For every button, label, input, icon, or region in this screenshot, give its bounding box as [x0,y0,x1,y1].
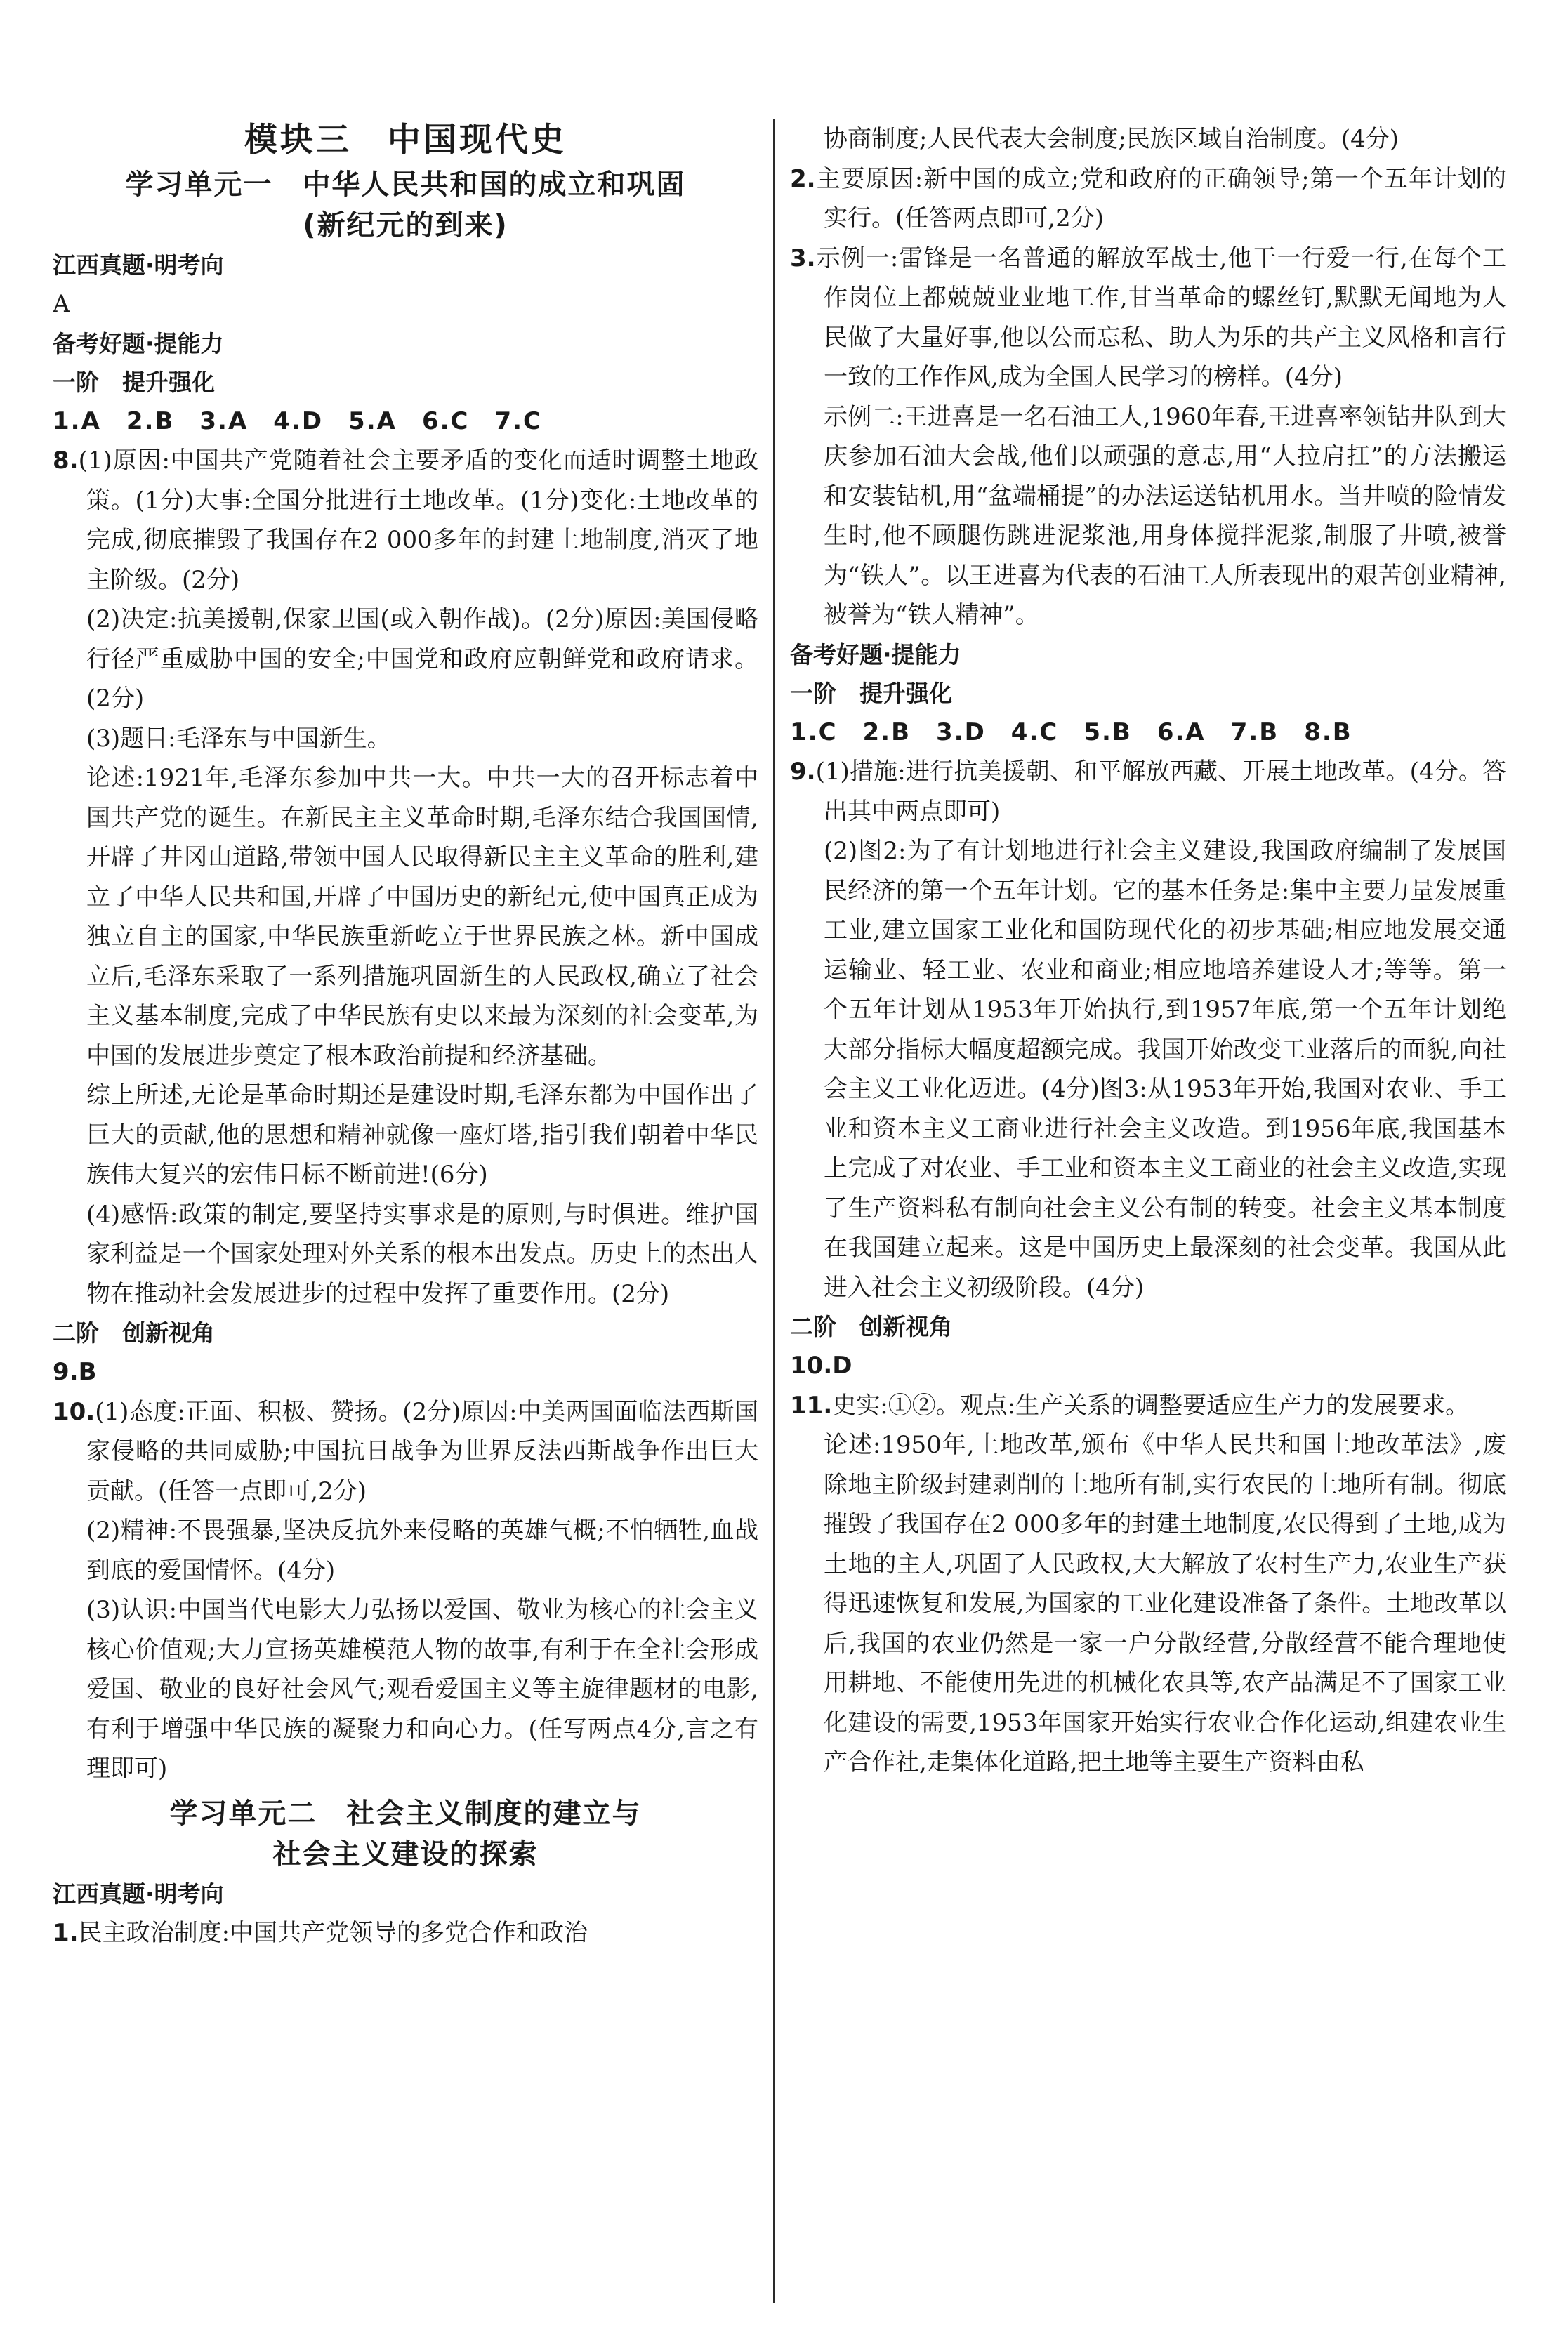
unit2-stage1-heading: 一阶 提升强化 [790,679,952,707]
unit2-question-9-part1: (1)措施:进行抗美援朝、和平解放西藏、开展土地改革。(4分。答出其中两点即可) [815,758,1506,826]
stage1-heading: 一阶 提升强化 [53,368,215,396]
unit2-question-3 [790,239,1506,397]
right-column [790,119,1506,2310]
unit2-subtitle: 社会主义建设的探索 [272,1837,539,1870]
question-10 [53,1392,758,1512]
unit2-section-jiangxi-heading: 江西真题·明考向 [53,1880,224,1908]
unit2-question-3-number: 3. [790,244,816,272]
column-divider [773,119,775,2303]
unit2-question-3-example2: 示例二:王进喜是一名石油工人,1960年春,王进喜率领钻井队到大庆参加石油大会战,他们以顽强的意志,用“人拉肩扛”的方法搬运和安装钻机,用“盆端桶提”的办法运送钻机用水。当井喷的险情发生时,他不顾腿伤跳进泥浆池,用身体搅拌泥浆,制服了井喷,被誉为“铁人”。以王进喜为代表的石油工人所表现出的艰苦创业精神,被誉为“铁人精神”。 [824,402,1506,629]
unit2-question-2 [790,159,1506,239]
unit2-question-1-number: 1. [53,1918,79,1947]
question-10-part2: (2)精神:不畏强暴,坚决反抗外来侵略的英雄气概;不怕牺牲,血战到底的爱国情怀。(4分) [86,1517,758,1585]
question-8-part3-essay: 论述:1921年,毛泽东参加中共一大。中共一大的召开标志着中国共产党的诞生。在新民主主义革命时期,毛泽东结合我国国情,开辟了井冈山道路,带领中国人民取得新民主主义革命的胜利,建立了中华人民共和国,开辟了中国历史的新纪元,使中国真正成为独立自主的国家,中华民族重新屹立于世界民族之林。新中国成立后,毛泽东采取了一系列措施巩固新生的人民政权,确立了社会主义基本制度,完成了中华民族有史以来最为深刻的社会变革,为中国的发展进步奠定了根本政治前提和经济基础。 [86,764,758,1070]
unit2-question-1-text: 民主政治制度:中国共产党领导的多党合作和政治 [78,1918,588,1947]
question-8-part4: (4)感悟:政策的制定,要坚持实事求是的原则,与时俱进。维护国家利益是一个国家处理对外关系的根本出发点。历史上的杰出人物在推动社会发展进步的过程中发挥了重要作用。(2分) [86,1200,758,1308]
question-8-part2: (2)决定:抗美援朝,保家卫国(或入朝作战)。(2分)原因:美国侵略行径严重威胁中国的安全;中国党和政府应朝鲜党和政府请求。(2分) [86,605,758,713]
unit2-question-9-part2: (2)图2:为了有计划地进行社会主义建设,我国政府编制了发展国民经济的第一个五年计划。它的基本任务是:集中主要力量发展重工业,建立国家工业化和国防现代化的初步基础;相应地发展交通运输业、轻工业、农业和商业;相应地培养建设人才;等等。第一个五年计划从1953年开始执行,到1957年底,第一个五年计划绝大部分指标大幅度超额完成。我国开始改变工业落后的面貌,向社会主义工业化迈进。(4分)图3:从1953年开始,我国对农业、手工业和资本主义工商业进行社会主义改造。到1956年底,我国基本上完成了对农业、手工业和资本主义工商业的社会主义改造,实现了生产资料私有制向社会主义公有制的转变。社会主义基本制度在我国建立起来。这是中国历史上最深刻的社会变革。我国从此进入社会主义初级阶段。(4分) [824,837,1506,1302]
module-title: 模块三 中国现代史 [244,121,567,159]
unit2-question-9-number: 9. [790,758,816,786]
unit2-question-3-text: 示例一:雷锋是一名普通的解放军战士,他干一行爱一行,在每个工作岗位上都兢兢业业地工作,甘当革命的螺丝钉,默默无闻地为人民做了大量好事,他以公而忘私、助人为乐的共产主义风格和言行一致的工作作风,成为全国人民学习的榜样。(4分) [815,244,1506,391]
question-8-number: 8. [53,447,79,475]
unit2-question-2-text: 主要原因:新中国的成立;党和政府的正确领导;第一个五年计划的实行。(任答两点即可,2分) [815,164,1506,232]
unit2-question-9 [790,752,1506,831]
section-beikao-heading: 备考好题·提能力 [53,329,224,357]
left-column [53,119,758,2310]
question-8-part3-conclusion: 综上所述,无论是革命时期还是建设时期,毛泽东都为中国作出了巨大的贡献,他的思想和精神就像一座灯塔,指引我们朝着中华民族伟大复兴的宏伟目标不断前进!(6分) [86,1081,758,1189]
unit2-question-11-number: 11. [790,1391,833,1420]
unit2-question-11 [790,1386,1506,1426]
unit2-question-11-part1: 史实:①②。观点:生产关系的调整要适应生产力的发展要求。 [832,1391,1470,1420]
question-10-part3: (3)认识:中国当代电影大力弘扬以爱国、敬业为核心的社会主义核心价值观;大力宣扬英雄模范人物的故事,有利于在全社会形成爱国、敬业的良好社会风气;观看爱国主义等主旋律题材的电影,有利于增强中华民族的凝聚力和向心力。(任写两点4分,言之有理即可) [86,1596,758,1783]
stage1-answers: 1.A 2.B 3.A 4.D 5.A 6.C 7.C [53,407,542,435]
unit2-question-11-essay: 论述:1950年,土地改革,颁布《中华人民共和国土地改革法》,废除地主阶级封建剥削的土地所有制,实行农民的土地所有制。彻底摧毁了我国存在2 000多年的封建土地制度,农民得到了土地,成为土地的主人,巩固了人民政权,大大解放了农村生产力,农业生产获得迅速恢复和发展,为国家的工业化建设准备了条件。土地改革以后,我国的农业仍然是一家一户分散经营,分散经营不能合理地使用耕地、不能使用先进的机械化农具等,农产品满足不了国家工业化建设的需要,1953年国家开始实行农业合作化运动,组建农业生产合作社,走集体化道路,把土地等主要生产资料由私 [824,1431,1506,1776]
unit2-question-2-number: 2. [790,164,816,193]
unit1-title: 学习单元一 中华人民共和国的成立和巩固 [125,169,686,201]
unit2-stage1-answers: 1.C 2.B 3.D 4.C 5.B 6.A 7.B 8.B [790,718,1352,746]
question-8-part3: (3)题目:毛泽东与中国新生。 [86,724,391,753]
unit2-question-10-answer: 10.D [790,1352,852,1380]
question-10-number: 10. [53,1397,95,1426]
question-10-part1: (1)态度:正面、积极、赞扬。(2分)原因:中美两国面临法西斯国家侵略的共同威胁;中国抗日战争为世界反法西斯战争作出巨大贡献。(任答一点即可,2分) [86,1397,758,1505]
jiangxi-answer: A [53,290,70,318]
unit2-stage2-heading: 二阶 创新视角 [790,1313,952,1340]
unit2-question-1-continued: 协商制度;人民代表大会制度;民族区域自治制度。(4分) [824,125,1399,153]
question-8 [53,441,758,600]
question-9-answer: 9.B [53,1358,97,1386]
unit2-section-beikao-heading: 备考好题·提能力 [790,640,961,668]
stage2-heading: 二阶 创新视角 [53,1319,215,1347]
unit2-question-1 [53,1913,758,1953]
unit2-title: 学习单元二 社会主义制度的建立与 [169,1797,642,1830]
unit1-subtitle: (新纪元的到来) [303,209,508,242]
section-jiangxi-heading: 江西真题·明考向 [53,251,224,279]
question-8-part1: (1)原因:中国共产党随着社会主要矛盾的变化而适时调整土地政策。(1分)大事:全国分批进行土地改革。(1分)变化:土地改革的完成,彻底摧毁了我国存在2 000多年的封建土地制度,消灭了地主阶级。(2分) [78,447,758,594]
